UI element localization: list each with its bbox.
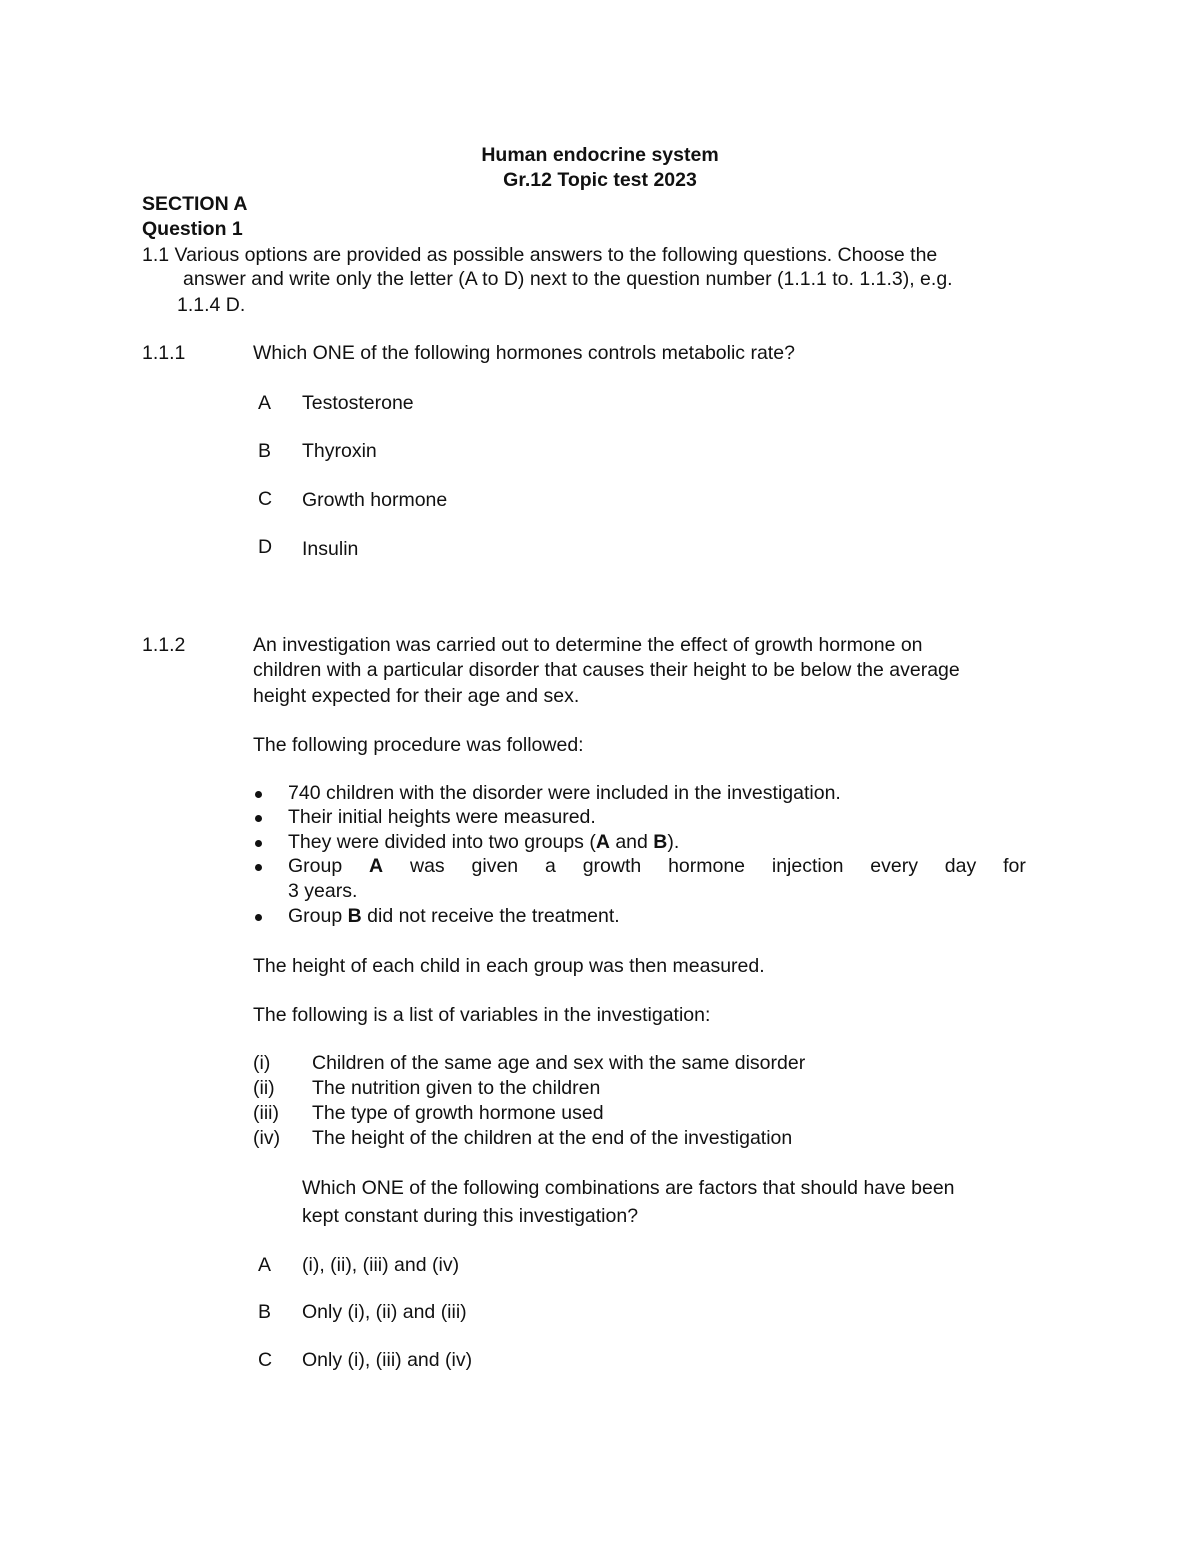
option-letter: D: [258, 536, 273, 558]
bullet-text: Group: [288, 905, 348, 927]
option-letter: B: [258, 440, 272, 462]
document-subtitle: Gr.12 Topic test 2023: [503, 169, 697, 191]
option-letter: A: [258, 392, 272, 414]
option-letter: C: [258, 488, 273, 510]
bullet-text: They were divided into two groups (: [288, 831, 596, 853]
bullet-text: and: [609, 831, 654, 853]
question-number-1-1-1: 1.1.1: [142, 342, 186, 364]
bullet-icon: [255, 815, 262, 822]
procedure-bullet-justified: [288, 857, 1026, 877]
question-prompt-line: Which ONE of the following combinations are factors that should have been: [302, 1177, 955, 1199]
variable-number: (iii): [253, 1102, 279, 1124]
option-text: Insulin: [302, 538, 359, 560]
question-number-1-1-2: 1.1.2: [142, 634, 186, 656]
bullet-word: for: [1003, 855, 1026, 877]
instructions-line-1: 1.1 Various options are provided as possible answers to the following questions. Choose the: [142, 244, 938, 266]
option-letter: C: [258, 1349, 273, 1371]
bullet-word: injection: [771, 855, 844, 877]
bullet-icon: [255, 791, 262, 798]
question-intro-line: children with a particular disorder that causes their height to be below the average: [253, 659, 960, 681]
variables-heading: The following is a list of variables in the investigation:: [253, 1004, 711, 1026]
variable-text: The height of the children at the end of the investigation: [312, 1127, 793, 1149]
procedure-bullet: Their initial heights were measured.: [288, 806, 596, 828]
option-letter: B: [258, 1301, 272, 1323]
bullet-word: day: [944, 855, 977, 877]
procedure-bullet: 740 children with the disorder were included in the investigation.: [288, 782, 841, 804]
option-letter: A: [258, 1254, 272, 1276]
bullet-icon: [255, 840, 262, 847]
question-prompt-line: kept constant during this investigation?: [302, 1205, 639, 1227]
group-a-label: A: [369, 855, 384, 877]
bullet-word: given: [471, 855, 519, 877]
bullet-word: hormone: [668, 855, 746, 877]
procedure-bullet: [288, 907, 620, 927]
bullet-icon: [255, 864, 262, 871]
variable-number: (ii): [253, 1077, 275, 1099]
group-b-label: B: [653, 831, 668, 853]
group-a-label: A: [595, 831, 610, 853]
bullet-icon: [255, 914, 262, 921]
bullet-word: every: [870, 855, 918, 877]
question-text-1-1-1: Which ONE of the following hormones controls metabolic rate?: [253, 342, 795, 364]
question-intro-line: height expected for their age and sex.: [253, 685, 580, 707]
variable-number: (iv): [253, 1127, 281, 1149]
variable-text: The nutrition given to the children: [312, 1077, 601, 1099]
question-heading: Question 1: [142, 218, 243, 240]
document-title: Human endocrine system: [481, 144, 719, 166]
variable-text: Children of the same age and sex with the same disorder: [312, 1052, 806, 1074]
option-text: Thyroxin: [302, 440, 377, 462]
procedure-heading: The following procedure was followed:: [253, 734, 584, 756]
option-text: Testosterone: [302, 392, 414, 414]
bullet-word: a: [544, 855, 556, 877]
variable-text: The type of growth hormone used: [312, 1102, 604, 1124]
instructions-line-2: answer and write only the letter (A to D) next to the question number (1.1.1 to. 1.1.3), e.g.: [183, 268, 953, 290]
option-text: Only (i), (iii) and (iv): [302, 1349, 473, 1371]
measured-statement: The height of each child in each group was then measured.: [253, 955, 765, 977]
bullet-word: growth: [582, 855, 642, 877]
bullet-text: did not receive the treatment.: [361, 905, 620, 927]
instructions-line-3: 1.1.4 D.: [177, 294, 246, 316]
bullet-text: ).: [667, 831, 680, 853]
question-intro-line: An investigation was carried out to determine the effect of growth hormone on: [253, 634, 923, 656]
option-text: Only (i), (ii) and (iii): [302, 1301, 467, 1323]
bullet-word: Group: [288, 855, 343, 877]
option-text: Growth hormone: [302, 489, 448, 511]
procedure-bullet: [288, 833, 679, 853]
group-b-label: B: [347, 905, 362, 927]
procedure-bullet-continuation: 3 years.: [288, 880, 358, 902]
bullet-word: was: [409, 855, 445, 877]
variable-number: (i): [253, 1052, 271, 1074]
option-text: (i), (ii), (iii) and (iv): [302, 1254, 460, 1276]
section-heading: SECTION A: [142, 193, 248, 215]
